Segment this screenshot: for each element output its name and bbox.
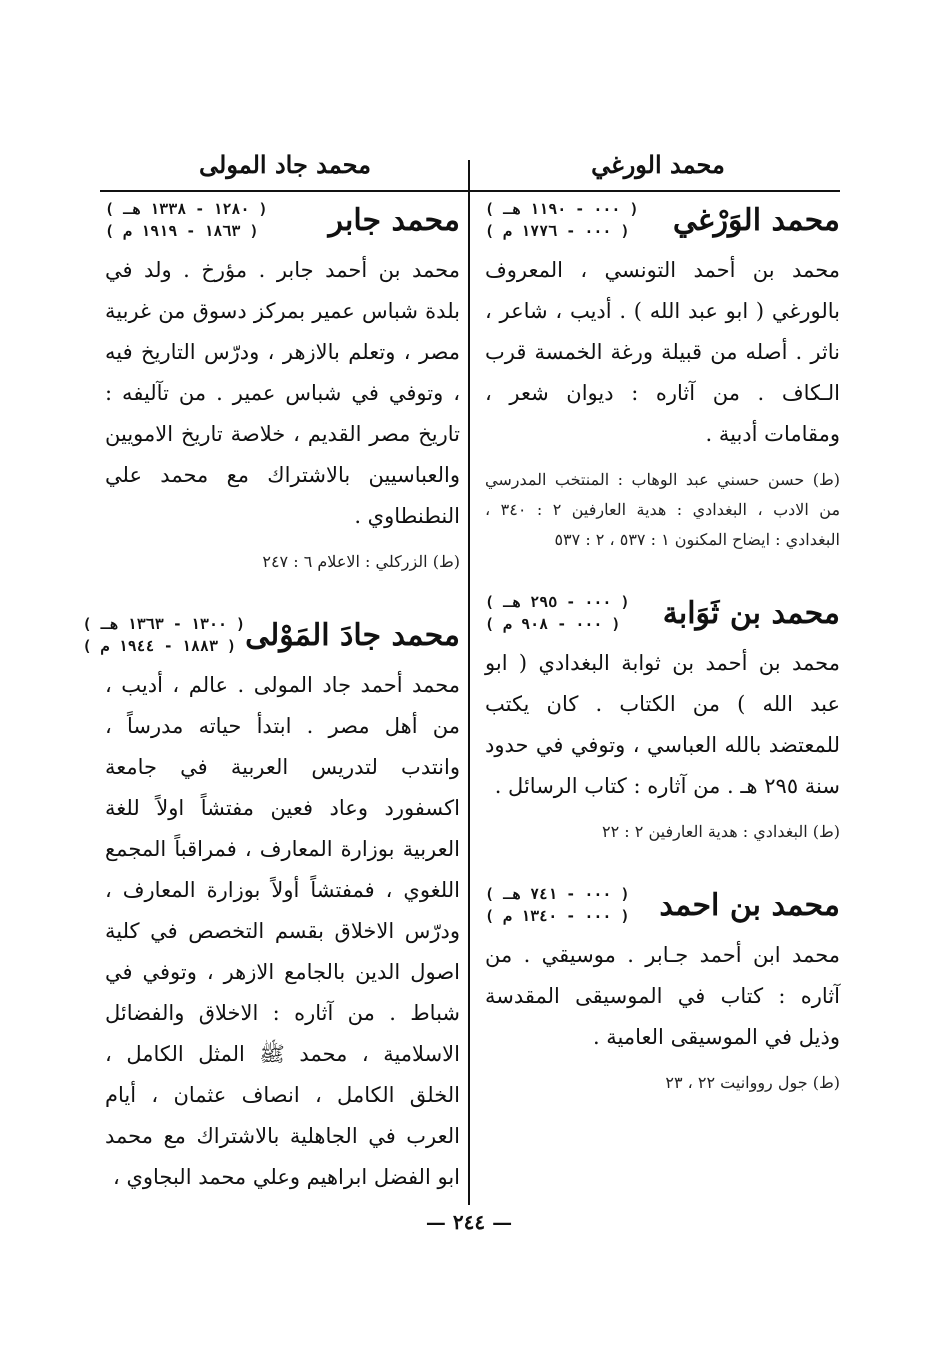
entry <box>485 198 840 555</box>
entry-reference: (ط) جول رووانيت ٢٢ ، ٢٣ <box>665 1073 840 1092</box>
dates-hijri: ( ١٣٠٠ - ١٣٦٣ هـ ) <box>82 615 246 633</box>
entry-dates <box>485 198 639 242</box>
running-head-left: محمد جاد المولى <box>199 150 371 179</box>
entry-body: محمد بن أحمد جابر . مؤرخ . ولد في بلدة شباس عمير بمركز دسوق من غربية مصر ، وتعلم بالازهر ، ودرّس التاريخ فيه ، وتوفي في شباس عمير . من تآليفه : تاريخ مصر القديم ، خلاصة تاريخ الامويين والعباسيين بالاشتراك مع محمد علي النطنطاوي . <box>105 258 460 528</box>
entry-reference: (ط) الزركلي : الاعلام ٦ : ٢٤٧ <box>262 552 460 571</box>
entry-dates <box>105 198 268 242</box>
entry <box>485 883 840 1098</box>
entry-name: محمد الوَرْغي <box>672 202 840 238</box>
dates-gregorian: ( ٠٠٠ - ١٧٧٦ م ) <box>485 222 630 240</box>
dates-gregorian: ( ٠٠٠ - ١٣٤٠ م ) <box>485 907 630 925</box>
entry-name: محمد جادَ المَوْلى <box>245 617 460 653</box>
dates-hijri: ( ٠٠٠ - ٧٤١ هـ ) <box>485 885 630 903</box>
running-head-right: محمد الورغي <box>591 150 725 179</box>
entry-header <box>485 883 840 927</box>
entry-reference: (ط) حسن حسني عبد الوهاب : المنتخب المدرسي من الادب ، البغدادي : هدية العارفين ٢ : ٣٤٠ ، البغدادي : ايضاح المكنون ١ : ٥٣٧ ، ٢ : ٥٣٧ <box>485 470 841 549</box>
dates-hijri: ( ٠٠٠ - ١١٩٠ هـ ) <box>485 200 639 218</box>
dates-hijri: ( ١٢٨٠ - ١٣٣٨ هـ ) <box>105 200 268 218</box>
entry-header <box>82 613 460 657</box>
left-column <box>82 198 460 1234</box>
right-column <box>485 198 840 1134</box>
entry-body: محمد بن أحمد بن ثوابة البغدادي ( ابو عبد الله ) من الكتاب . كان يكتب للمعتضد بالله العباسي ، وتوفي في حدود سنة ٢٩٥ هـ . من آثاره : كتاب الرسائل . <box>485 651 840 798</box>
entry-name: محمد بن ثَوَابة <box>662 595 840 631</box>
entry-body: محمد أحمد جاد المولى . عالم ، أديب ، من أهل مصر . ابتدأ حياته مدرساً ، وانتدب لتدريس العربية في جامعة اكسفورد وعاد فعين مفتشاً اولاً للغة العربية بوزارة المعارف ، فمراقباً المجمع اللغوي ، فمفتشاً أولاً بوزارة المعارف ، ودرّس الاخلاق بقسم التخصص في كلية اصول الدين بالجامع الازهر ، وتوفي في شباط . من آثاره : الاخلاق والفضائل الاسلامية ، محمد ﷺ المثل الكامل ، الخلق الكامل ، انصاف عثمان ، أيام العرب في الجاهلية بالاشتراك مع محمد ابو الفضل ابراهيم وعلي محمد البجاوي ، <box>105 673 460 1189</box>
entry <box>82 613 460 1198</box>
dates-hijri: ( ٠٠٠ - ٢٩٥ هـ ) <box>485 593 630 611</box>
entry <box>105 198 460 577</box>
entry-name: محمد جابر <box>328 202 460 238</box>
entry-dates <box>83 613 246 657</box>
dates-gregorian: ( ١٨٨٣ - ١٩٤٤ م ) <box>82 637 237 655</box>
entry-header <box>105 198 460 242</box>
entry-body: محمد ابن أحمد جـابر . موسيقي . من آثاره : كتاب في الموسيقى المقدسة وذيل في الموسيقى العامية . <box>485 943 840 1049</box>
entry-dates <box>485 591 630 635</box>
entry-reference: (ط) البغدادي : هدية العارفين ٢ : ٢٢ <box>602 822 840 841</box>
entry-dates <box>485 883 630 927</box>
entry-header <box>485 591 840 635</box>
dates-gregorian: ( ١٨٦٣ - ١٩١٩ م ) <box>105 222 259 240</box>
entry-header <box>485 198 840 242</box>
dates-gregorian: ( ٠٠٠ - ٩٠٨ م ) <box>485 615 621 633</box>
header-rule <box>100 190 840 192</box>
page-number: — ٢٤٤ — <box>425 1210 513 1234</box>
column-divider <box>468 160 470 1205</box>
entry-body: محمد بن أحمد التونسي ، المعروف بالورغي ( ابو عبد الله ) . أديب ، شاعر ، ناثر . أصله من قبيلة ورغة الخمسة قرب الـكاف . من آثاره : ديوان شعر ، ومقامات أدبية . <box>485 258 840 446</box>
entry-name: محمد بن احمد <box>659 887 840 923</box>
entry <box>485 591 840 847</box>
